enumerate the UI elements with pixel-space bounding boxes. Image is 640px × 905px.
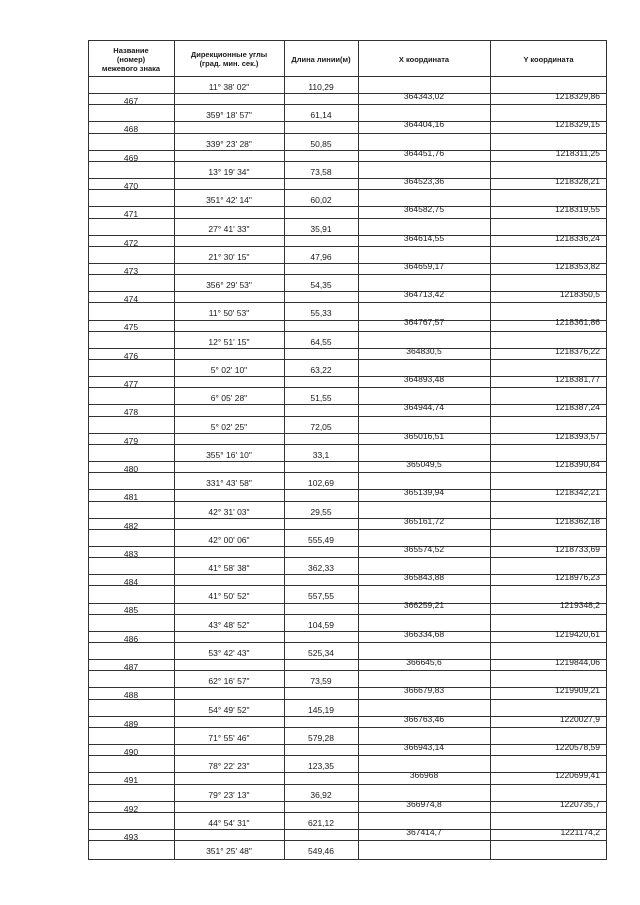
point-name: 472 [123, 238, 139, 248]
line-length: 557,55 [308, 591, 334, 601]
point-name: 475 [123, 322, 139, 332]
line-length: 362,33 [308, 563, 334, 573]
line-length: 35,91 [310, 224, 332, 234]
line-length: 110,29 [308, 82, 334, 92]
line-length: 123,35 [308, 761, 334, 771]
direction-angle: 41° 50' 52" [208, 591, 250, 601]
y-coordinate: 1219844,06 [555, 657, 600, 667]
line-length: 73,58 [310, 167, 332, 177]
y-coordinate: 1219909,21 [555, 685, 600, 695]
table-top-border [88, 40, 607, 41]
x-coordinate: 364944,74 [403, 402, 445, 412]
direction-angle: 5° 02' 25" [210, 422, 248, 432]
line-length: 549,46 [308, 846, 334, 856]
x-coordinate: 364713,42 [403, 289, 445, 299]
header-direction-angle: Дирекционные углы (град. мин. сек.) [190, 50, 268, 68]
line-length: 54,35 [310, 280, 332, 290]
table-bottom-border [88, 859, 607, 860]
direction-angle: 351° 25' 48" [206, 846, 252, 856]
line-length: 64,55 [310, 337, 332, 347]
y-coordinate: 1218733,69 [555, 544, 600, 554]
point-name: 477 [123, 379, 139, 389]
y-coordinate: 1220027,9 [559, 714, 600, 724]
x-coordinate: 366943,14 [403, 742, 445, 752]
header-point-name: Название (номер) межевого знака [101, 45, 161, 73]
y-coordinate: 1218376,22 [555, 346, 600, 356]
line-length: 29,55 [310, 507, 332, 517]
direction-angle: 356° 29' 53" [206, 280, 252, 290]
x-coordinate: 364893,48 [403, 374, 445, 384]
y-coordinate: 1218342,21 [555, 487, 600, 497]
x-coordinate: 364767,57 [403, 317, 445, 327]
line-length: 72,05 [310, 422, 332, 432]
y-coordinate: 1219420,61 [555, 629, 600, 639]
point-name: 482 [123, 521, 139, 531]
x-coordinate: 364343,02 [403, 91, 445, 101]
line-length: 51,55 [310, 393, 332, 403]
header-bottom-border [88, 76, 607, 77]
point-name: 492 [123, 804, 139, 814]
point-name: 481 [123, 492, 139, 502]
y-coordinate: 1220699,41 [555, 770, 600, 780]
direction-angle: 42° 31' 03" [208, 507, 250, 517]
header-y-coordinate: Y координата [523, 54, 574, 64]
x-coordinate: 366763,46 [403, 714, 445, 724]
point-name: 484 [123, 577, 139, 587]
direction-angle: 42° 00' 06" [208, 535, 250, 545]
direction-angle: 78° 22' 23" [208, 761, 250, 771]
point-name: 490 [123, 747, 139, 757]
column-border-5 [606, 40, 607, 860]
x-coordinate: 365161,72 [403, 516, 445, 526]
line-length: 579,28 [308, 733, 334, 743]
x-coordinate: 365049,5 [406, 459, 442, 469]
y-coordinate: 1218329,86 [555, 91, 600, 101]
x-coordinate: 364523,36 [403, 176, 445, 186]
y-coordinate: 1220735,7 [559, 799, 600, 809]
direction-angle: 41° 58' 38" [208, 563, 250, 573]
x-coordinate: 366679,83 [403, 685, 445, 695]
x-coordinate: 364659,17 [403, 261, 445, 271]
y-coordinate: 1218311,25 [555, 148, 600, 158]
line-length: 61,14 [310, 110, 332, 120]
direction-angle: 53° 42' 43" [208, 648, 250, 658]
x-coordinate: 366645,6 [406, 657, 442, 667]
line-length: 47,96 [310, 252, 332, 262]
point-name: 487 [123, 662, 139, 672]
y-coordinate: 1218362,18 [555, 516, 600, 526]
direction-angle: 339° 23' 28" [206, 139, 252, 149]
x-coordinate: 364614,55 [403, 233, 445, 243]
direction-angle: 43° 48' 52" [208, 620, 250, 630]
direction-angle: 11° 38' 02" [208, 82, 250, 92]
direction-angle: 5° 02' 10" [210, 365, 248, 375]
line-length: 63,22 [310, 365, 332, 375]
column-border-4 [490, 40, 491, 860]
point-name: 486 [123, 634, 139, 644]
direction-angle: 355° 16' 10" [206, 450, 252, 460]
x-coordinate: 366968 [409, 770, 439, 780]
line-length: 102,69 [308, 478, 334, 488]
line-length: 50,85 [310, 139, 332, 149]
x-coordinate: 364582,75 [403, 204, 445, 214]
point-name: 468 [123, 124, 139, 134]
point-name: 489 [123, 719, 139, 729]
direction-angle: 79° 23' 13" [208, 790, 250, 800]
line-length: 73,59 [310, 676, 332, 686]
x-coordinate: 365843,88 [403, 572, 445, 582]
line-length: 60,02 [310, 195, 332, 205]
y-coordinate: 1218381,77 [555, 374, 600, 384]
point-name: 473 [123, 266, 139, 276]
y-coordinate: 1218336,24 [555, 233, 600, 243]
header-line-length: Длина линии(м) [291, 54, 351, 64]
y-coordinate: 1219348,2 [559, 600, 600, 610]
direction-angle: 62° 16' 57" [208, 676, 250, 686]
y-coordinate: 1218393,57 [555, 431, 600, 441]
point-name: 470 [123, 181, 139, 191]
y-coordinate: 1221174,2 [560, 827, 600, 837]
x-coordinate: 364404,16 [403, 119, 445, 129]
y-coordinate: 1218350,5 [559, 289, 600, 299]
point-name: 493 [123, 832, 139, 842]
direction-angle: 11° 50' 53" [208, 308, 250, 318]
direction-angle: 21° 30' 15" [208, 252, 250, 262]
point-name: 483 [123, 549, 139, 559]
y-coordinate: 1218976,23 [555, 572, 600, 582]
direction-angle: 331° 43' 58" [206, 478, 252, 488]
line-length: 33,1 [312, 450, 330, 460]
direction-angle: 13° 19' 34" [208, 167, 250, 177]
direction-angle: 54° 49' 52" [208, 705, 250, 715]
x-coordinate: 366259,21 [403, 600, 445, 610]
point-name: 491 [123, 775, 139, 785]
x-coordinate: 364451,76 [403, 148, 445, 158]
header-x-coordinate: X координата [398, 54, 450, 64]
line-length: 104,59 [308, 620, 334, 630]
line-length: 145,19 [308, 705, 334, 715]
y-coordinate: 1218390,84 [555, 459, 600, 469]
point-name: 479 [123, 436, 139, 446]
direction-angle: 27° 41' 33" [208, 224, 250, 234]
point-name: 485 [123, 605, 139, 615]
y-coordinate: 1218319,55 [555, 204, 600, 214]
line-length: 36,92 [310, 790, 332, 800]
direction-angle: 71° 55' 46" [208, 733, 250, 743]
direction-angle: 351° 42' 14" [206, 195, 252, 205]
direction-angle: 6° 05' 28" [210, 393, 248, 403]
x-coordinate: 364830,5 [406, 346, 442, 356]
direction-angle: 12° 51' 15" [208, 337, 250, 347]
point-name: 476 [123, 351, 139, 361]
point-name: 471 [123, 209, 139, 219]
line-length: 555,49 [308, 535, 334, 545]
y-coordinate: 1218387,24 [555, 402, 600, 412]
x-coordinate: 366974,8 [406, 799, 442, 809]
direction-angle: 359° 18' 57" [206, 110, 252, 120]
point-name: 478 [123, 407, 139, 417]
line-length: 621,12 [308, 818, 334, 828]
x-coordinate: 366334,68 [403, 629, 445, 639]
column-border-0 [88, 40, 89, 860]
x-coordinate: 365574,52 [403, 544, 445, 554]
point-name: 480 [123, 464, 139, 474]
x-coordinate: 365016,51 [403, 431, 445, 441]
y-coordinate: 1218329,15 [555, 119, 600, 129]
y-coordinate: 1220578,59 [555, 742, 600, 752]
point-name: 488 [123, 690, 139, 700]
point-name: 467 [123, 96, 139, 106]
y-coordinate: 1218328,21 [555, 176, 600, 186]
line-length: 525,34 [308, 648, 334, 658]
point-name: 474 [123, 294, 139, 304]
boundary-coordinates-table [88, 40, 607, 860]
line-length: 55,33 [310, 308, 332, 318]
x-coordinate: 367414,7 [406, 827, 442, 837]
column-border-3 [358, 40, 359, 860]
direction-angle: 44° 54' 31" [208, 818, 250, 828]
y-coordinate: 1218361,86 [555, 317, 600, 327]
y-coordinate: 1218353,82 [555, 261, 600, 271]
point-name: 469 [123, 153, 139, 163]
x-coordinate: 365139,94 [403, 487, 445, 497]
